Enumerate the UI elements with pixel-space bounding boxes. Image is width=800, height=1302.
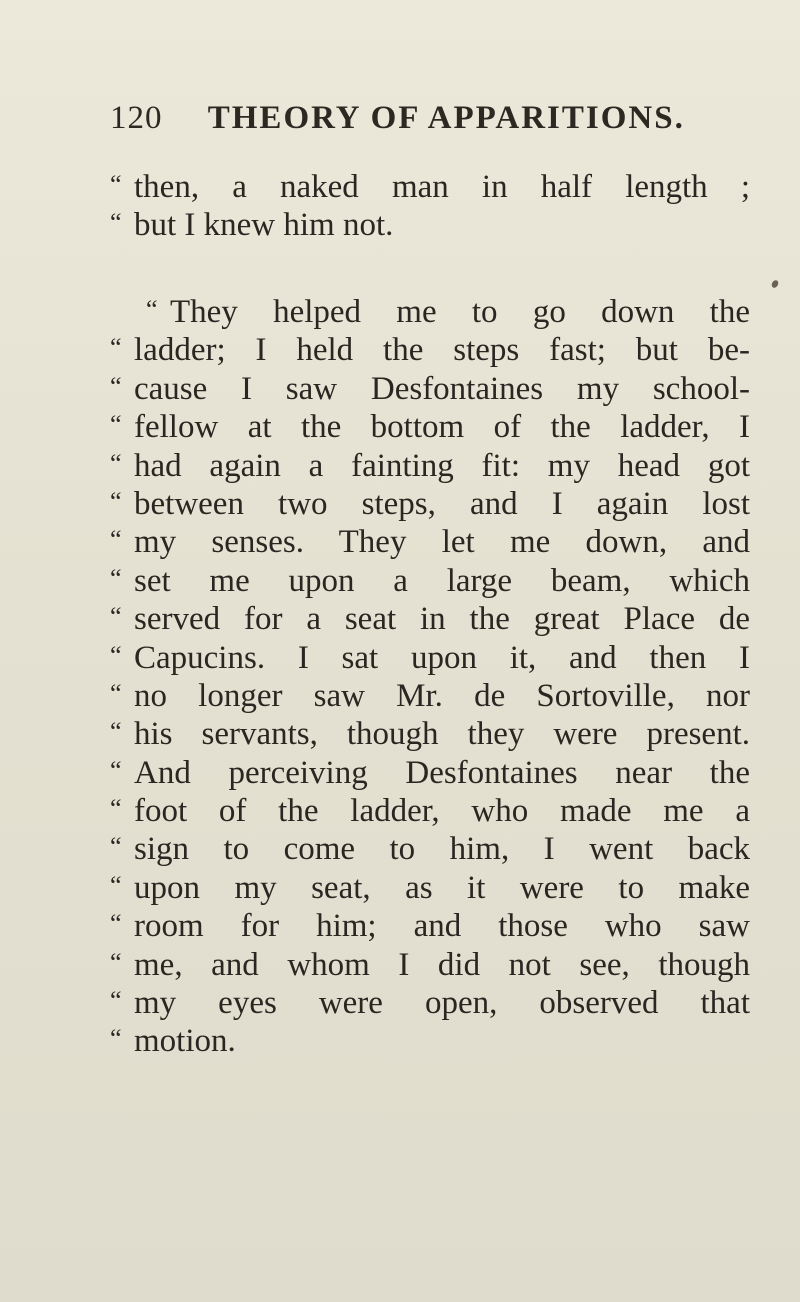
text-line [110,828,750,866]
text-line [110,291,750,329]
quote-mark: “ [110,602,122,632]
quote-mark: “ [110,755,122,785]
quote-mark: “ [110,563,122,593]
quote-mark: “ [110,947,122,977]
text-line [110,329,750,367]
quote-mark: “ [110,208,122,238]
quote-mark: “ [110,448,122,478]
text-line [110,560,750,598]
running-head [110,100,760,146]
text-line [110,713,750,751]
text-line [110,445,750,483]
line-text: me, and whom I did not see, though [134,946,750,983]
text-line [110,204,750,242]
quote-mark: “ [110,717,122,747]
quote-mark: “ [110,170,122,199]
line-text: his servants, though they were present. [134,716,750,753]
line-text: sign to come to him, I went back [134,831,750,868]
text-line [110,483,750,521]
line-text: They helped me to go down the [170,294,750,330]
quote-mark: “ [110,640,122,670]
page-number: 120 [110,100,163,136]
text-line [110,368,750,406]
line-text: foot of the ladder, who made me a [134,793,750,830]
line-text: then, a naked man in half length ; [134,169,750,205]
paragraph-1 [110,166,750,243]
line-text: Capucins. I sat upon it, and then I [134,639,750,676]
text-line [110,637,750,675]
text-line [110,982,750,1020]
quote-mark: “ [110,794,122,824]
text-line [110,1020,750,1058]
quote-mark: “ [110,525,122,555]
line-text: set me upon a large beam, which [134,562,750,599]
quote-mark: “ [110,870,122,900]
running-title: THEORY OF APPARITIONS. [207,100,685,136]
text-line [110,867,750,905]
line-text: no longer saw Mr. de Sortoville, nor [134,677,750,714]
text-line [110,598,750,636]
quote-mark: “ [110,333,122,363]
line-text: room for him; and those who saw [134,908,750,945]
line-text: but I knew him not. [134,207,394,244]
text-line [110,406,750,444]
quote-mark: “ [110,832,122,862]
text-line [110,905,750,943]
quote-mark: “ [110,678,122,708]
text-line [110,790,750,828]
text-line [110,521,750,559]
line-text: motion. [134,1023,236,1060]
line-text: And perceiving Desfontaines near the [134,754,750,791]
line-text: fellow at the bottom of the ladder, I [134,409,750,446]
text-line [110,166,750,204]
paragraph-2 [110,291,750,1059]
line-text: served for a seat in the great Place de [134,601,750,638]
line-text: my senses. They let me down, and [134,524,750,561]
quote-mark: “ [110,410,122,440]
text-line [110,752,750,790]
line-text: between two steps, and I again lost [134,485,750,522]
quote-mark: “ [146,295,158,324]
quote-mark: “ [110,909,122,939]
quote-mark: “ [110,486,122,516]
text-line [110,675,750,713]
quote-mark: “ [110,371,122,401]
line-text: upon my seat, as it were to make [134,869,750,906]
ink-spot [770,279,779,289]
line-text: my eyes were open, observed that [134,985,750,1022]
line-text: cause I saw Desfontaines my school- [134,370,750,407]
text-line [110,944,750,982]
line-text: ladder; I held the steps fast; but be- [134,332,750,369]
quote-mark: “ [110,1024,122,1054]
quote-mark: “ [110,986,122,1016]
line-text: had again a fainting fit: my head got [134,447,750,484]
